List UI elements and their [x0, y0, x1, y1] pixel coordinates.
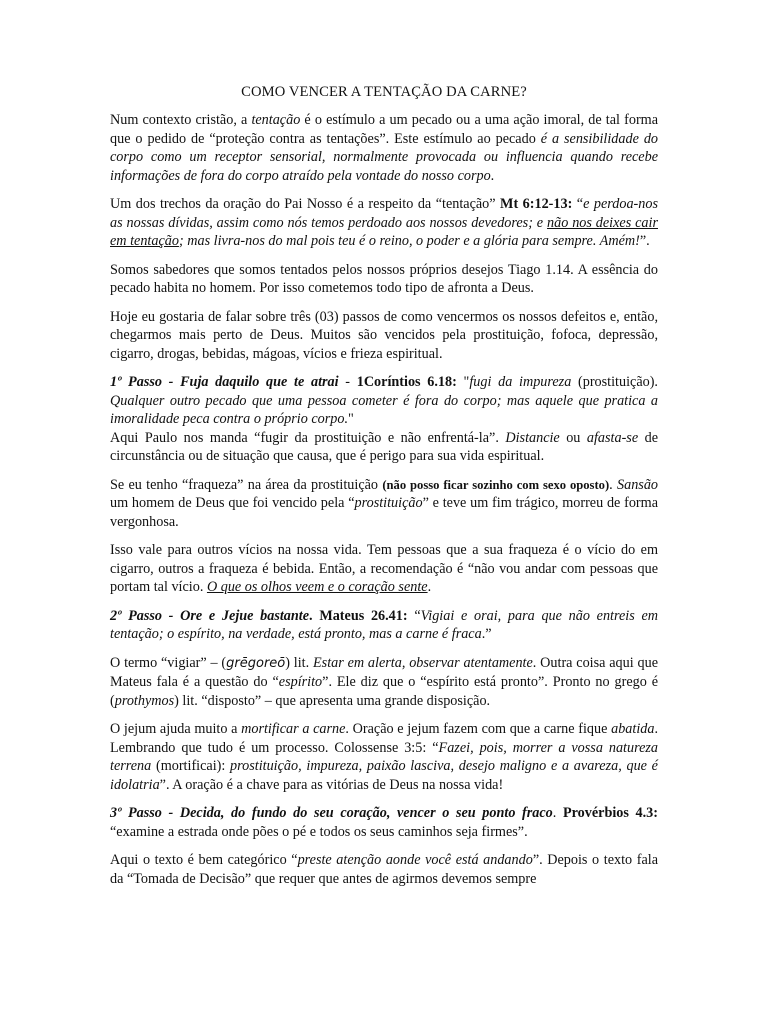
bible-reference: 1Coríntios 6.18:	[356, 374, 457, 390]
text-run: .	[427, 579, 432, 595]
text-run: “	[572, 196, 584, 212]
text-run: .	[609, 476, 618, 493]
text-run: .	[552, 805, 563, 821]
text-run: . Lembrando que tudo é um processo. Colossense 3:5: “	[110, 721, 658, 756]
underlined-run: não nos deixes cair em tentação	[110, 214, 658, 249]
text-run: ” e teve um fim trágico, morreu de forma vergonhosa.	[110, 495, 658, 530]
paragraph-vigiar	[110, 654, 658, 711]
step-heading: 3º Passo - Decida, do fundo do seu coração, vencer o seu ponto fraco	[110, 805, 553, 821]
text-run: . Oração e jejum fazem com que a carne fique	[345, 721, 612, 737]
text-run: “	[407, 607, 421, 624]
paragraph-passo-1	[110, 373, 658, 429]
underlined-run: O que os olhos veem e o coração sente	[206, 579, 428, 595]
text-run: (prostituição).	[571, 374, 658, 390]
greek-term: grēgoreō	[226, 655, 286, 671]
text-run: "	[456, 374, 470, 390]
text-run: ”. Ele diz que o “espírito está pronto”. Pronto no grego é (	[110, 674, 658, 709]
italic-run: Qualquer outro pecado que uma pessoa cometer é fora do corpo; mas aquele que pratica a imoralidade peca contra o próprio corpo.	[110, 392, 658, 427]
text-run: “examine a estrada onde pões o pé e todos os seus caminhos seja firmes”.	[110, 823, 528, 840]
italic-run: preste atenção aonde você está andando	[297, 852, 533, 868]
step-heading: 1º Passo - Fuja daquilo que te atrai	[110, 374, 339, 390]
text-run: um homem de Deus que foi vencido pela “	[110, 495, 355, 511]
italic-run: prostituição	[354, 495, 423, 511]
text-run: "	[348, 411, 354, 427]
italic-run: Vigiai e orai, para que não entreis em tentação; o espírito, na verdade, está pronto, mas a carne é fraca	[110, 607, 658, 642]
text-run: O termo “vigiar” – (	[110, 654, 227, 671]
italic-run: afasta-se	[586, 429, 639, 446]
italic-run: Estar em alerta, observar atentamente	[313, 654, 533, 671]
text-run: Um dos trechos da oração do Pai Nosso é a respeito da “tentação”	[110, 196, 501, 212]
paragraph-tres-passos: Hoje eu gostaria de falar sobre três (03) passos de como vencermos os nossos defeitos e, então, chegarmos mais perto de Deus. Muitos são vencidos pela prostituição, fofoca, depressão, cigarro, drogas, bebidas, mágoas, vícios e frieza espiritual.	[110, 308, 658, 362]
italic-run: Distancie	[505, 429, 560, 446]
paragraph-fraqueza	[110, 476, 658, 532]
text-run: Se eu tenho “fraqueza” na área da prostituição	[110, 476, 383, 493]
paragraph-passo-2	[110, 607, 658, 644]
text-run: O jejum ajuda muito a	[110, 721, 242, 737]
text-run: ) lit. “disposto” – que apresenta uma grande disposição.	[174, 692, 491, 709]
italic-run: é a sensibilidade do corpo como um receptor sensorial, normalmente provocada ou influencia quando recebe informações de fora do corpo atraído pela vontade do nosso corpo	[110, 130, 659, 184]
paragraph-vicios	[110, 541, 658, 597]
text-run: Isso vale para outros vícios na nossa vida. Tem pessoas que a sua fraqueza é o vício do em cigarro, outros a fraqueza é bebida. Então, a recomendação é “não vou andar com pessoas que portam tal vício.	[110, 542, 658, 595]
text-run: ou	[559, 429, 587, 446]
text-run: é o estímulo a um pecado ou a uma ação imoral, de tal forma que o pedido de “proteção contra as tentações”. Este estímulo ao pecado	[110, 112, 658, 147]
paragraph-decisao	[110, 851, 658, 888]
italic-run: espírito	[278, 674, 323, 690]
paragraph-passo-3	[110, 804, 658, 841]
italic-run: Fazei, pois, morrer a vossa natureza terrena	[110, 739, 658, 774]
step-heading: 2º Passo - Ore e Jejue bastante	[110, 607, 310, 624]
paragraph-intro	[110, 111, 658, 185]
text-run: ”.	[639, 233, 650, 249]
italic-run: prostituição, impureza, paixão lasciva, desejo maligno e a avareza, que é idolatria	[110, 758, 658, 793]
italic-run: fugi da impureza	[469, 374, 572, 390]
text-run: -	[338, 374, 357, 390]
text-run: Num contexto cristão, a	[110, 112, 252, 128]
text-run: ”. Depois o texto fala da “Tomada de Decisão” que requer que antes de agirmos devemos sempre	[110, 852, 658, 887]
text-run: . Outra coisa aqui que Mateus fala é a questão do “	[110, 654, 658, 690]
paragraph-tiago: Somos sabedores que somos tentados pelos nossos próprios desejos Tiago 1.14. A essência do pecado habita no homem. Por isso cometemos todo tipo de afronta a Deus.	[110, 261, 658, 296]
text-run: .	[490, 167, 495, 184]
text-run: ) lit.	[285, 654, 313, 671]
italic-run: prothymos	[114, 692, 175, 709]
text-run: .”	[481, 626, 492, 642]
bold-run: (não posso ficar sozinho com sexo oposto)	[382, 477, 610, 492]
italic-run: e perdoa-nos as nossas dívidas, assim como nós temos perdoado aos nossos devedores; e	[110, 196, 658, 231]
bible-reference: Mt 6:12-13:	[500, 196, 573, 212]
italic-run: ; mas livra-nos do mal pois teu é o reino, o poder e a glória para sempre. Amém!	[178, 233, 640, 249]
bible-reference: Provérbios 4.3:	[562, 805, 658, 821]
text-run: (mortificai):	[151, 758, 231, 774]
document-title: COMO VENCER A TENTAÇÃO DA CARNE?	[241, 84, 527, 100]
italic-run: Sansão	[617, 476, 659, 493]
italic-run: tentação	[251, 112, 301, 128]
text-run: ”. A oração é a chave para as vitórias de Deus na nossa vida!	[159, 776, 504, 793]
paragraph-jejum	[110, 720, 658, 794]
italic-run: mortificar a carne	[241, 721, 346, 737]
italic-run: abatida	[611, 721, 655, 737]
bible-reference: . Mateus 26.41:	[309, 607, 408, 624]
text-run: de circunstância ou de situação que causa, que é perigo para sua vida espiritual.	[110, 429, 658, 464]
paragraph-paulo	[110, 429, 658, 466]
paragraph-pai-nosso	[110, 195, 658, 251]
text-run: Aqui Paulo nos manda “fugir da prostituição e não enfrentá-la”.	[110, 429, 506, 446]
text-run: Aqui o texto é bem categórico “	[110, 852, 298, 868]
